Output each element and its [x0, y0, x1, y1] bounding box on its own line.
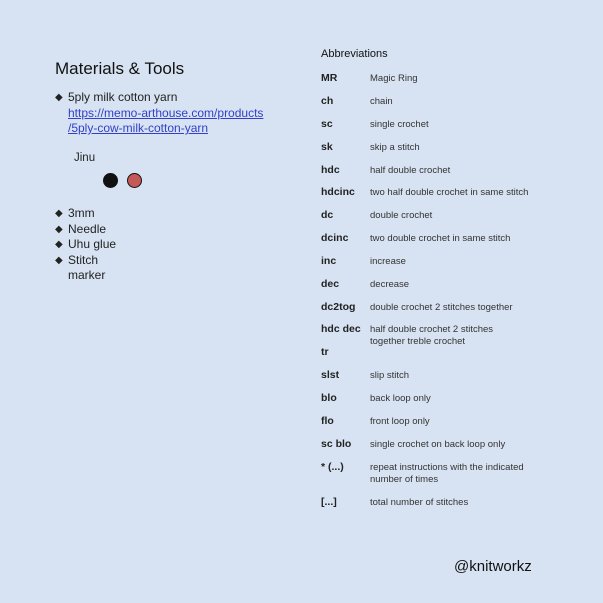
materials-title: Materials & Tools [55, 59, 185, 79]
yarn-link[interactable]: https://memo-arthouse.com/products /5ply-cow-milk-cotton-yarn [68, 105, 264, 135]
abbreviation-definition: single crochet on back loop only [370, 439, 506, 450]
abbreviation-definition: half double crochet [370, 165, 451, 176]
yarn-text [68, 90, 263, 137]
diamond-bullet-icon: ◆ [55, 254, 63, 266]
abbreviation-definition: double crochet [370, 210, 433, 221]
abbreviation-definition: chain [370, 96, 393, 107]
abbreviation-definition: skip a stitch [370, 142, 420, 153]
swatch-black [103, 173, 118, 188]
abbreviation-definition: two half double crochet in same stitch [370, 187, 529, 198]
abbreviation-code: * (...) [321, 461, 344, 473]
diamond-bullet-icon: ◆ [55, 223, 63, 235]
abbreviation-code: sc [321, 118, 333, 130]
abbreviation-code: blo [321, 392, 337, 404]
abbreviations-title: Abbreviations [321, 48, 388, 60]
diamond-bullet-icon: ◆ [55, 92, 63, 103]
abbreviation-code: hdc [321, 164, 340, 176]
abbreviation-definition: Magic Ring [370, 73, 418, 84]
abbreviation-code: flo [321, 415, 334, 427]
swatch-red [127, 173, 142, 188]
abbreviation-code: tr [321, 346, 329, 358]
yarn-label: 5ply milk cotton yarn [68, 90, 178, 104]
abbreviation-code: dc2tog [321, 301, 356, 313]
tools-list [55, 206, 116, 284]
abbreviation-definition: total number of stitches [370, 497, 469, 508]
abbreviation-code: hdcinc [321, 186, 355, 198]
abbreviation-definition: half double crochet 2 stitches together treble crochet [370, 324, 494, 347]
tool-item: ◆ Needle [55, 221, 107, 236]
abbreviation-definition: front loop only [370, 416, 430, 427]
abbreviation-code: sk [321, 141, 333, 153]
colour-label: Jinu [74, 152, 96, 164]
abbreviation-code: dec [321, 278, 340, 290]
abbreviation-code: hdc dec [321, 323, 361, 335]
abbreviation-code: dcinc [321, 232, 349, 244]
abbreviation-definition: double crochet 2 stitches together [370, 302, 513, 313]
abbreviation-code: [...] [321, 496, 337, 508]
tool-item: ◆ Uhu glue [55, 237, 117, 251]
tool-item: ◆ 3mm [55, 206, 95, 220]
abbreviation-definition: single crochet [370, 119, 429, 130]
abbreviation-code: sc blo [321, 438, 352, 450]
diamond-bullet-icon: ◆ [55, 239, 63, 250]
abbreviation-definition: repeat instructions with the indicated number of times [370, 462, 524, 485]
abbreviation-code: slst [321, 369, 340, 381]
yarn-item [55, 90, 263, 137]
abbreviation-code: dc [321, 209, 334, 221]
abbreviation-definition: two double crochet in same stitch [370, 233, 511, 244]
abbreviation-definition: back loop only [370, 393, 431, 404]
tool-item: ◆ Stitch marker [55, 252, 106, 282]
diamond-bullet-icon: ◆ [55, 208, 63, 219]
abbreviation-code: MR [321, 72, 338, 84]
abbreviation-definition: increase [370, 256, 406, 267]
abbreviation-definition: decrease [370, 279, 410, 290]
abbreviation-code: ch [321, 95, 334, 107]
abbreviation-code: inc [321, 255, 337, 267]
yarn-list [55, 90, 263, 137]
abbreviation-definition: slip stitch [370, 370, 410, 381]
author-handle: @knitworkz [454, 558, 532, 575]
